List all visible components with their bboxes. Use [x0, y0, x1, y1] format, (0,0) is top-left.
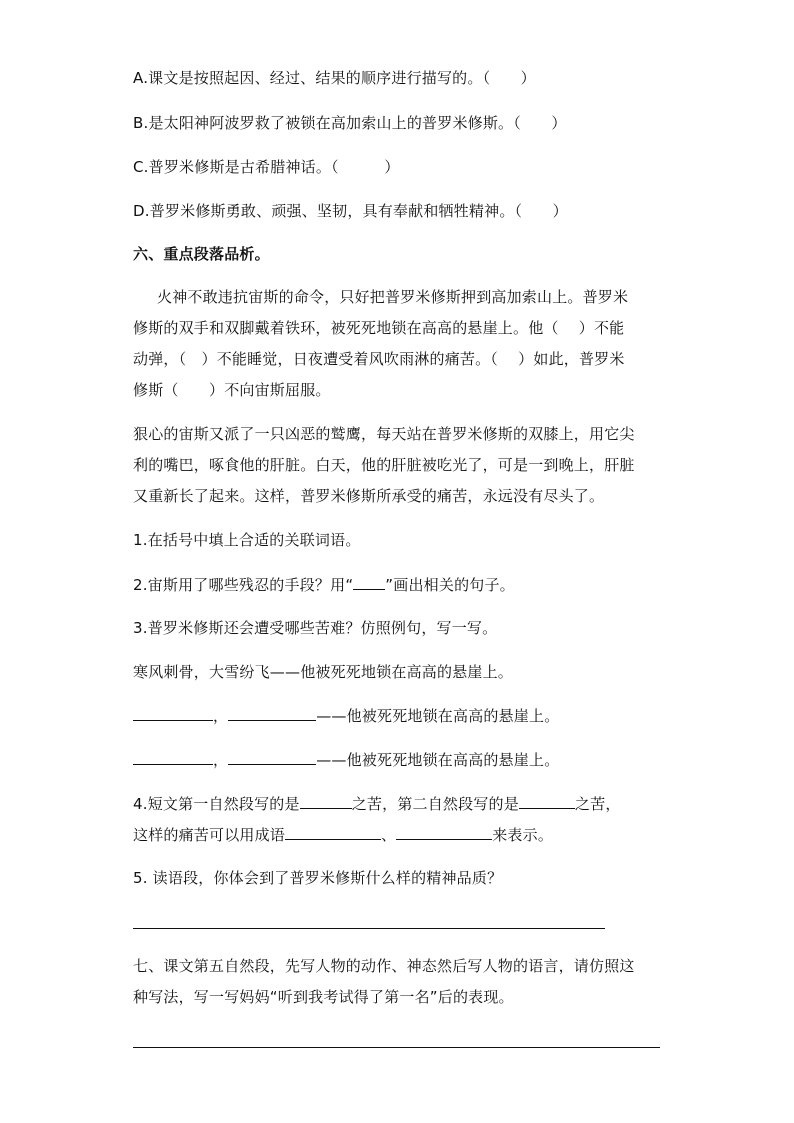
answer-line-section7[interactable]	[133, 1047, 660, 1048]
passage2-line1: 狠心的宙斯又派了一只凶恶的鹫鹰，每天站在普罗米修斯的双膝上，用它尖	[133, 425, 635, 443]
answer-line-q5[interactable]	[133, 928, 605, 929]
question-4-line2	[133, 824, 553, 845]
blank-4d[interactable]	[396, 824, 492, 840]
blank-2a[interactable]	[133, 749, 213, 765]
question-2	[133, 574, 515, 595]
question-4-text-a: 4.短文第一自然段写的是	[133, 795, 300, 813]
question-5: 5. 读语段，你体会到了普罗米修斯什么样的精神品质？	[133, 869, 503, 887]
blank-4c[interactable]	[285, 824, 381, 840]
fill-line-1	[133, 705, 559, 726]
question-4-text-d: 这样的痛苦可以用成语	[133, 826, 286, 844]
question-2-text-end: ”画出相关的句子。	[385, 576, 515, 594]
passage1-line2: 修斯的双手和双脚戴着铁环，被死死地锁在高高的悬崖上。他（ ）不能	[133, 319, 625, 337]
example-sentence: 寒风刺骨，大雪纷飞——他被死死地锁在高高的悬崖上。	[133, 663, 514, 681]
passage1-line3: 动弹，（ ）不能睡觉，日夜遭受着风吹雨淋的痛苦。（ ）如此，普罗米	[133, 350, 625, 368]
blank-2b[interactable]	[228, 749, 316, 765]
question-4-line1	[133, 793, 621, 814]
blank-1b[interactable]	[228, 705, 316, 721]
fill-line-2	[133, 749, 559, 770]
section-7-line2: 种写法，写一写妈妈“听到我考试得了第一名”后的表现。	[133, 988, 514, 1006]
passage1-line1: 火神不敢违抗宙斯的命令，只好把普罗米修斯押到高加索山上。普罗米	[157, 288, 629, 306]
question-3: 3.普罗米修斯还会遭受哪些苦难？仿照例句，写一写。	[133, 619, 498, 637]
option-c: C.普罗米修斯是古希腊神话。（ ）	[133, 158, 400, 176]
fill-tail: ——他被死死地锁在高高的悬崖上。	[316, 751, 560, 769]
option-b: B.是太阳神阿波罗救了被锁在高加索山上的普罗米修斯。（ ）	[133, 114, 567, 132]
question-1: 1.在括号中填上合适的关联词语。	[133, 531, 361, 549]
question-4-text-b: 之苦，第二自然段写的是	[351, 795, 519, 813]
question-4-text-c: 之苦，	[574, 795, 621, 813]
blank-4a[interactable]	[300, 793, 352, 809]
passage1-line4: 修斯（ ）不向宙斯屈服。	[133, 381, 331, 399]
option-d: D.普罗米修斯勇敢、顽强、坚韧，具有奉献和牺牲精神。（ ）	[133, 202, 568, 220]
comma: ，	[213, 707, 229, 725]
section-6-title: 六、重点段落品析。	[133, 245, 270, 263]
underline-sample	[353, 574, 385, 590]
blank-4b[interactable]	[519, 793, 575, 809]
passage2-line2: 利的嘴巴，啄食他的肝脏。白天，他的肝脏被吃光了，可是一到晚上，肝脏	[133, 456, 635, 474]
passage2-line3: 又重新长了起来。这样，普罗米修斯所承受的痛苦，永远没有尽头了。	[133, 487, 605, 505]
section-7-line1: 七、课文第五自然段，先写人物的动作、神态然后写人物的语言，请仿照这	[133, 957, 635, 975]
blank-1a[interactable]	[133, 705, 213, 721]
comma: ，	[213, 751, 229, 769]
question-4-text-e: 、	[381, 826, 397, 844]
question-4-text-f: 来表示。	[492, 826, 554, 844]
question-2-text-start: 2.宙斯用了哪些残忍的手段？用“	[133, 576, 354, 594]
fill-tail: ——他被死死地锁在高高的悬崖上。	[316, 707, 560, 725]
option-a: A.课文是按照起因、经过、结果的顺序进行描写的。（ ）	[133, 69, 536, 87]
